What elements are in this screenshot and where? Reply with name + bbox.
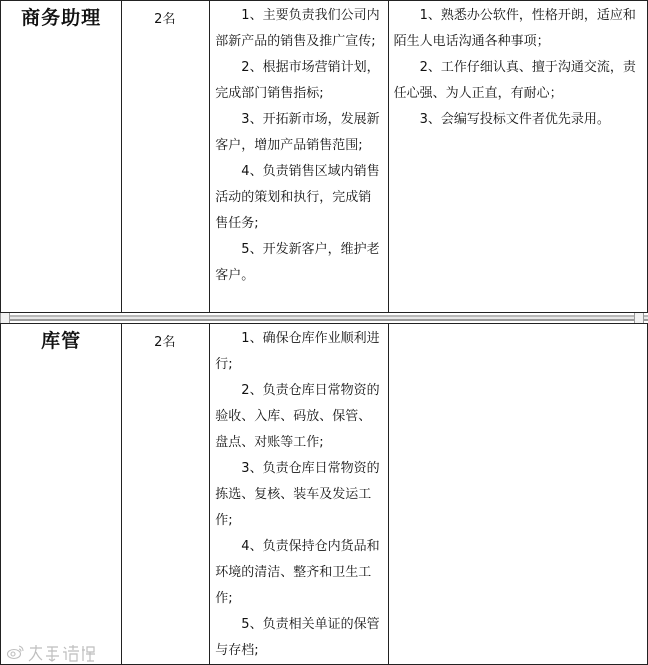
duty-item: 4、负责保持仓内货品和环境的清洁、整齐和卫生工作; bbox=[215, 539, 380, 606]
duties-list bbox=[210, 324, 387, 664]
requirement-item: 3、会编写投标文件者优先录用。 bbox=[419, 112, 610, 127]
duties-list bbox=[210, 1, 387, 289]
duties-cell bbox=[210, 324, 388, 665]
duty-item: 1、主要负责我们公司内部新产品的销售及推广宣传; bbox=[215, 8, 380, 49]
position-title: 商务助理 bbox=[21, 7, 102, 29]
table-row bbox=[1, 1, 648, 313]
page-break-divider bbox=[0, 313, 648, 323]
duty-item: 5、负责相关单证的保管与存档; bbox=[215, 617, 380, 658]
requirements-list bbox=[389, 1, 647, 133]
page-break-marker-right bbox=[634, 313, 644, 323]
job-table-business-assistant bbox=[0, 0, 648, 313]
requirements-cell bbox=[388, 1, 647, 313]
position-cell bbox=[1, 1, 122, 313]
duty-item: 3、开拓新市场，发展新客户，增加产品销售范围; bbox=[215, 112, 380, 153]
requirement-item: 1、熟悉办公软件，性格开朗，适应和陌生人电话沟通各种事项； bbox=[393, 8, 636, 49]
page-break-marker-left bbox=[0, 313, 10, 323]
headcount: 2名 bbox=[154, 335, 176, 350]
job-table-warehouse-keeper bbox=[0, 323, 648, 665]
duty-item: 2、根据市场营销计划，完成部门销售指标; bbox=[215, 60, 380, 101]
duties-cell bbox=[210, 1, 388, 313]
requirement-item: 2、工作仔细认真、擅于沟通交流，责任心强、为人正直，有耐心； bbox=[393, 60, 636, 101]
duty-item: 5、开发新客户，维护老客户。 bbox=[215, 242, 380, 283]
position-title: 库管 bbox=[41, 330, 82, 352]
duty-item: 4、负责销售区域内销售活动的策划和执行，完成销售任务; bbox=[215, 164, 380, 231]
table-row bbox=[1, 324, 648, 665]
watermark-logo-icon bbox=[6, 642, 96, 662]
duty-item: 1、确保仓库作业顺利进行; bbox=[215, 331, 380, 372]
duty-item: 2、负责仓库日常物资的验收、入库、码放、保管、盘点、对账等工作; bbox=[215, 383, 380, 450]
requirements-cell bbox=[388, 324, 647, 665]
position-cell bbox=[1, 324, 122, 665]
duty-item: 3、负责仓库日常物资的拣选、复核、装车及发运工作; bbox=[215, 461, 380, 528]
count-cell bbox=[122, 324, 210, 665]
count-cell bbox=[122, 1, 210, 313]
headcount: 2名 bbox=[154, 12, 176, 27]
